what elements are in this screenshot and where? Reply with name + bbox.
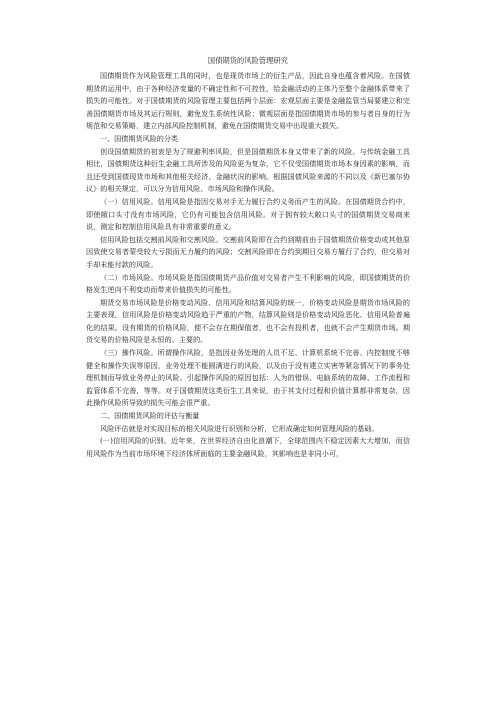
paragraph-market-risk-detail: 期货交易市场风险是价格变动风险、信用风险和结算风险的统一，价格变动风险是期货市场风险的主要表现，信用风险是价格变动风险趋于严重的产物，结算风险则是价格变动风险恶化、信用风险普遍化的结果。没有期货的价格风险，便不会存在期保值者，也不会有投机者，也就不会产生期货市场。期货交易的价格风险是永恒的、主要的。 [86,297,410,345]
document-title: 国债期货的风险管理研究 [207,56,289,65]
paragraph-risk-assessment: 风险评估就是对实现目标的相关风险进行识别和分析，它形成确定如何管理风险的基础。 [100,423,379,433]
paragraph-credit-risk-types: 信用风险包括交割前风险和交割风险。交割前风险即在合约到期前由于国债期货价格变动或其他原因致使交易者蒙受较大亏损而无力履约的风险；交割风险即在合约到期日交易方履行了合约，但交易对手却未能付款的风险。 [86,234,410,269]
paragraph-operational-risk: （三）操作风险。所谓操作风险，是指因业务处理的人员不足、计算机系统不完善、内控制度不够健全和操作失误等原因，业务处理不能圆满进行的风险，以及由于没有建立实害等紧急情况下的事务处理机制而导致业务停止的风险。引起操作风险的原因包括：人为的错误、电脑系统的故障、工作流程和监管体系不完善，等等。对于国债期货这类衍生工具来说，由于其支付过程和价值计算都非常复杂，因此操作风险所导致的损失可能会很严重。 [86,348,410,408]
paragraph-credit-risk: （一）信用风险。信用风险是指因交易对手无力履行合约义务而产生的风险。在国债期货合约中，即使敞口头寸没有市场风险，它仍有可能包含信用风险。对于拥有较大敞口头寸的国债期货交易商来说，测定和控制信用风险具有非常重要的意义。 [86,196,410,232]
paragraph-credit-risk-identification: (一)信用风险的识别。近年来，在世界经济自由化浪潮下，全球范围内不稳定因素大大增加，而信用风险作为当前市场环境下经济体所面临的主要金融风险，其影响也是非同小可， [86,436,410,458]
section-heading-2: 二、国债期货风险的评估与衡量 [100,411,200,421]
paragraph-intro: 国债期货作为风险管理工具的同时，也是现货市场上的衍生产品，因此自身也蕴含着风险。在国债期货的运用中，由于各种经济变量的不确定性和不可控性，给金融活动的主体乃至整个金融体系带来了损失的可能性。对于国债期货的风险管理主要包括两个层面：宏观层面主要是金融监管当局要建立和完善国债期货市场及其运行规则，避免发生系统性风险；微观层面是指国债期货市场的参与者自身的行为规范和交易策略，建立内部风险控制机制，避免在国债期货交易中出现重大损失。 [86,71,410,131]
paragraph-market-risk: （二）市场风险。市场风险是指国债期货产品价值对交易者产生不利影响的风险，即国债期货的价格发生逆向不利变动而带来价值损失的可能性。 [86,272,410,295]
section-heading-1: 一、国债期货风险的分类 [100,133,179,143]
paragraph-risk-classification: 创设国债期货的初衷是为了规避利率风险，但是国债期货本身又带来了新的风险。与传统金融工具相比，国债期货这种衍生金融工具所涉及的风险更为复杂，它不仅受国债期货市场本身因素的影响，而且还受到国债现货市场和其他相关经济、金融状况的影响。根据国债风险来源的不同以及《新巴塞尔协议》的相关规定，可以分为信用风险、市场风险和操作风险。 [86,146,410,194]
